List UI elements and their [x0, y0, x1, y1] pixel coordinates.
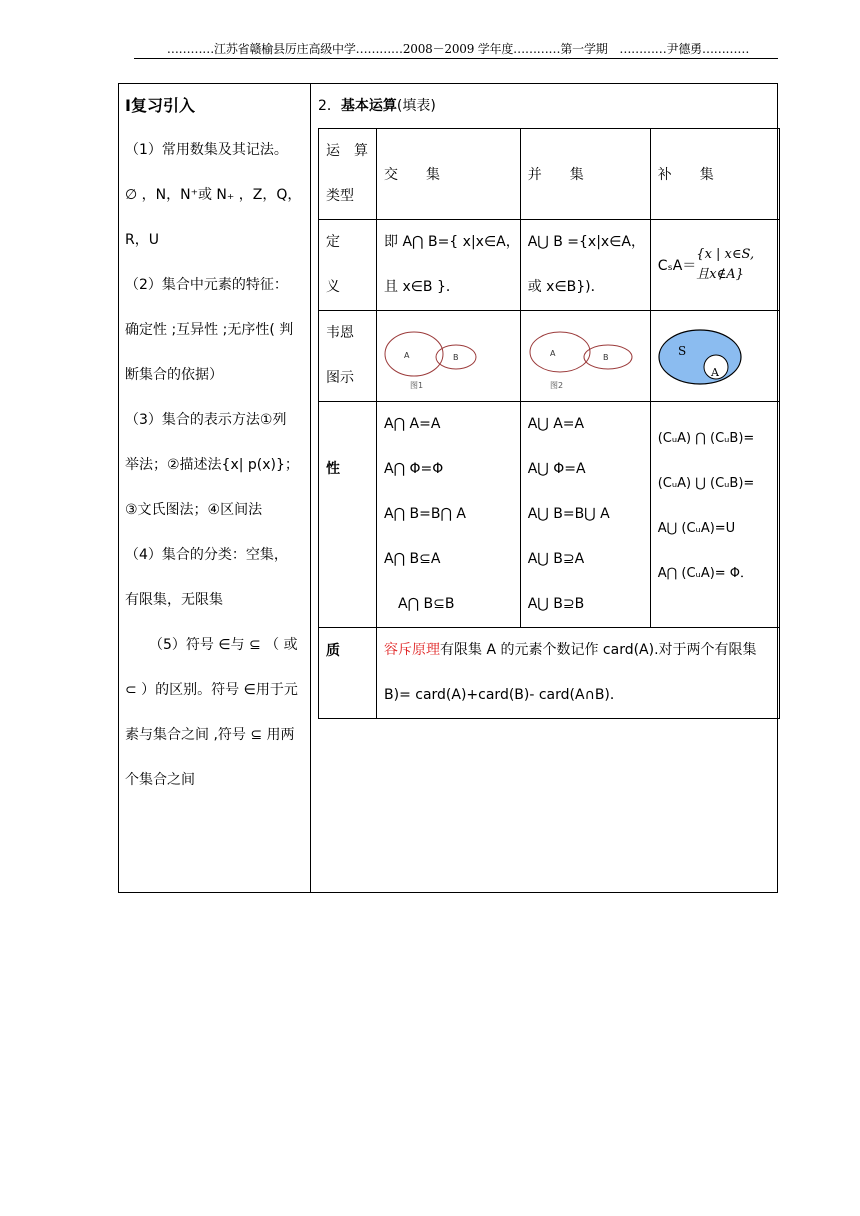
- text-line: 有限集，无限集: [125, 592, 223, 608]
- table-row: [319, 402, 780, 628]
- text-line: ③文氏图法；④区间法: [125, 502, 263, 518]
- property-line: A⋂ B⊆B: [384, 596, 455, 612]
- intersection-definition: 即 A⋂ B={ x|x∈A， 且 x∈B }．: [377, 220, 521, 311]
- complement-set-line2: 且x∉A}: [696, 267, 744, 282]
- figure-caption: 图1: [410, 381, 424, 390]
- text-line: 举法；②描述法{x| p(x)}；: [125, 457, 299, 473]
- set-b-label: B: [602, 353, 609, 362]
- text-line: ⊂ ）的区别。符号 ∈用于元: [125, 682, 298, 698]
- operations-table: [318, 128, 780, 719]
- table-row: [319, 129, 780, 220]
- complement-definition: [650, 220, 779, 311]
- text-line: （1）常用数集及其记法。: [125, 142, 288, 158]
- property-line: A⋂ A=A: [384, 416, 441, 432]
- text-line: 断集合的依据）: [125, 367, 223, 383]
- complement-venn-diagram: [650, 311, 779, 402]
- text-line: （3）集合的表示方法①列: [125, 412, 287, 428]
- title-suffix: (填表): [396, 98, 436, 114]
- set-a-label: A: [404, 351, 410, 360]
- text-line: R，U: [125, 232, 159, 248]
- set-b-label: B: [453, 353, 459, 362]
- venn-union-svg: [528, 321, 648, 391]
- property-line: A⋃ A=A: [527, 416, 585, 432]
- col-union-header: 并 集: [520, 129, 650, 220]
- subset-a-label: A: [710, 366, 719, 379]
- property-line: (CᵤA) ⋃ (CᵤB)=: [657, 475, 755, 491]
- property-line: A⋃ Φ=A: [527, 461, 586, 477]
- table-row: [319, 311, 780, 402]
- header-rule: [134, 58, 778, 59]
- text-line: 确定性 ;互异性 ;无序性( 判: [125, 322, 294, 338]
- complement-prefix: CₛA＝: [657, 258, 697, 274]
- inclusion-exclusion-cell: [377, 628, 780, 719]
- text-line: 素与集合之间 ,符号 ⊆ 用两: [125, 727, 295, 743]
- inclusion-exclusion-term: 容斥原理: [384, 642, 440, 658]
- property-line: A⋂ (CᵤA)= Φ．: [657, 565, 754, 581]
- property-line: A⋃ B⊇B: [527, 596, 585, 612]
- property-line: A⋂ Φ=Φ: [384, 461, 444, 477]
- text-line: （4）集合的分类：空集，: [125, 547, 288, 563]
- page-header: …………江苏省赣榆县厉庄高级中学…………2008－2009 学年度…………第一学期 …………尹德勇…………: [166, 42, 750, 56]
- row-label-type: 运 算 类型: [319, 129, 377, 220]
- complement-set-line1: {x | x∈S,: [696, 247, 755, 262]
- property-line: A⋂ B=B⋂ A: [384, 506, 466, 522]
- property-line: A⋂ B⊆A: [384, 551, 441, 567]
- row-label-definition: 定 义: [319, 220, 377, 311]
- col-complement-header: 补 集: [650, 129, 779, 220]
- property-line: (CᵤA) ⋂ (CᵤB)=: [657, 430, 755, 446]
- row-label-venn: 韦恩 图示: [319, 311, 377, 402]
- property-line: A⋃ B=B⋃ A: [527, 506, 610, 522]
- text-line: （5）符号 ∈与 ⊆ （ 或: [149, 637, 298, 653]
- property-line: A⋃ (CᵤA)=U: [657, 520, 736, 536]
- inclusion-exclusion-formula: B)= card(A)+card(B)- card(A∩B)．: [384, 687, 624, 703]
- union-venn-diagram: [520, 311, 650, 402]
- universal-set-label: S: [677, 344, 686, 358]
- basic-operations-title: [318, 95, 436, 115]
- text-line: ∅ ，N，N⁺或 N₊ ，Z，Q，: [125, 187, 302, 203]
- union-properties: [520, 402, 650, 628]
- intersection-venn-diagram: [377, 311, 521, 402]
- title-bold: 基本运算: [340, 98, 397, 114]
- text-line: 个集合之间: [125, 772, 195, 788]
- row-label-properties: 性: [319, 402, 377, 628]
- row-label-quality: 质: [319, 628, 377, 719]
- title-prefix: 2．: [318, 98, 341, 114]
- union-definition: A⋃ B ={x|x∈A， 或 x∈B})．: [520, 220, 650, 311]
- figure-caption: 图2: [549, 381, 563, 390]
- table-row: [319, 628, 780, 719]
- text-line: （2）集合中元素的特征：: [125, 277, 288, 293]
- property-line: A⋃ B⊇A: [527, 551, 585, 567]
- venn-complement-svg: [658, 321, 778, 391]
- col-intersection-header: 交 集: [377, 129, 521, 220]
- column-divider: [310, 83, 311, 893]
- section-title: Ⅰ复习引入: [125, 96, 195, 115]
- review-intro-column: [125, 92, 305, 803]
- intersection-properties: [377, 402, 521, 628]
- set-a-label: A: [549, 349, 556, 358]
- complement-properties: [650, 402, 779, 628]
- table-row: [319, 220, 780, 311]
- inclusion-exclusion-text: 有限集 A 的元素个数记作 card(A).对于两个有限集: [440, 642, 757, 658]
- venn-intersection-svg: [384, 321, 504, 391]
